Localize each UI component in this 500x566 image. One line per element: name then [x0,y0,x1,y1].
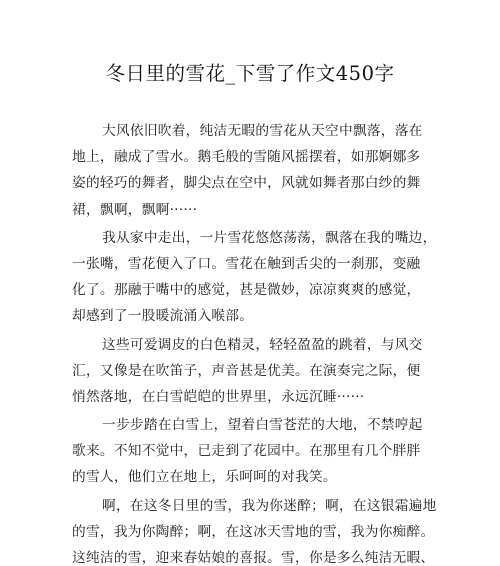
paragraph-5 [72,493,437,566]
paragraph-4 [72,412,428,491]
text-line: 大风依旧吹着，纯洁无暇的雪花从天空中飘落，落在 [102,123,423,139]
text-line: 一步步踏在白雪上，望着白雪苍茫的大地，不禁哼起 [102,417,423,434]
paragraph-1 [72,118,428,223]
text-line: 这纯洁的雪，迎来春姑娘的喜报。雪，你是多么纯洁无暇、 [72,550,435,566]
text-line: 悄然落地，在白雪皑皑的世界里，永远沉睡······ [72,388,365,405]
text-line: 啊，在这冬日里的雪，我为你迷醉；啊，在这银霜遍地 [102,497,437,514]
text-line: 一张嘴，雪花便入了口。雪花在触到舌尖的一刹那，变融 [72,255,421,272]
text-line: 的雪，我为你陶醉；啊，在这冰天雪地的雪，我为你痴醉。 [72,523,435,540]
paragraph-2 [72,225,437,330]
text-line: 化了。那融于嘴中的感觉，甚是微妙，凉凉爽爽的感觉， [72,282,421,299]
document-title: 冬日里的雪花_下雪了作文450字 [105,62,395,85]
text-line: 汇，又像是在吹笛子，声音甚是优美。在演奏完之际，便 [72,362,421,379]
document-body [72,118,437,566]
text-line: 裙，飘啊，飘啊······ [72,201,198,218]
text-line: 却感到了一股暖流涌入喉部。 [72,308,254,325]
text-line: 姿的轻巧的舞者，脚尖点在空中，风就如舞者那白纱的舞 [72,175,421,192]
paragraph-3 [72,332,428,411]
text-line: 这些可爱调皮的白色精灵，轻轻盈盈的跳着，与风交 [102,336,423,353]
text-line: 的雪人，他们立在地上，乐呵呵的对我笑。 [72,469,337,486]
text-line: 我从家中走出，一片雪花悠悠荡荡，飘落在我的嘴边， [102,229,437,246]
text-line: 歌来。不知不觉中，已走到了花园中。在那里有几个胖胖 [72,443,421,460]
text-line: 地上，融成了雪水。鹅毛般的雪随风摇摆着，如那婀娜多 [72,149,421,166]
